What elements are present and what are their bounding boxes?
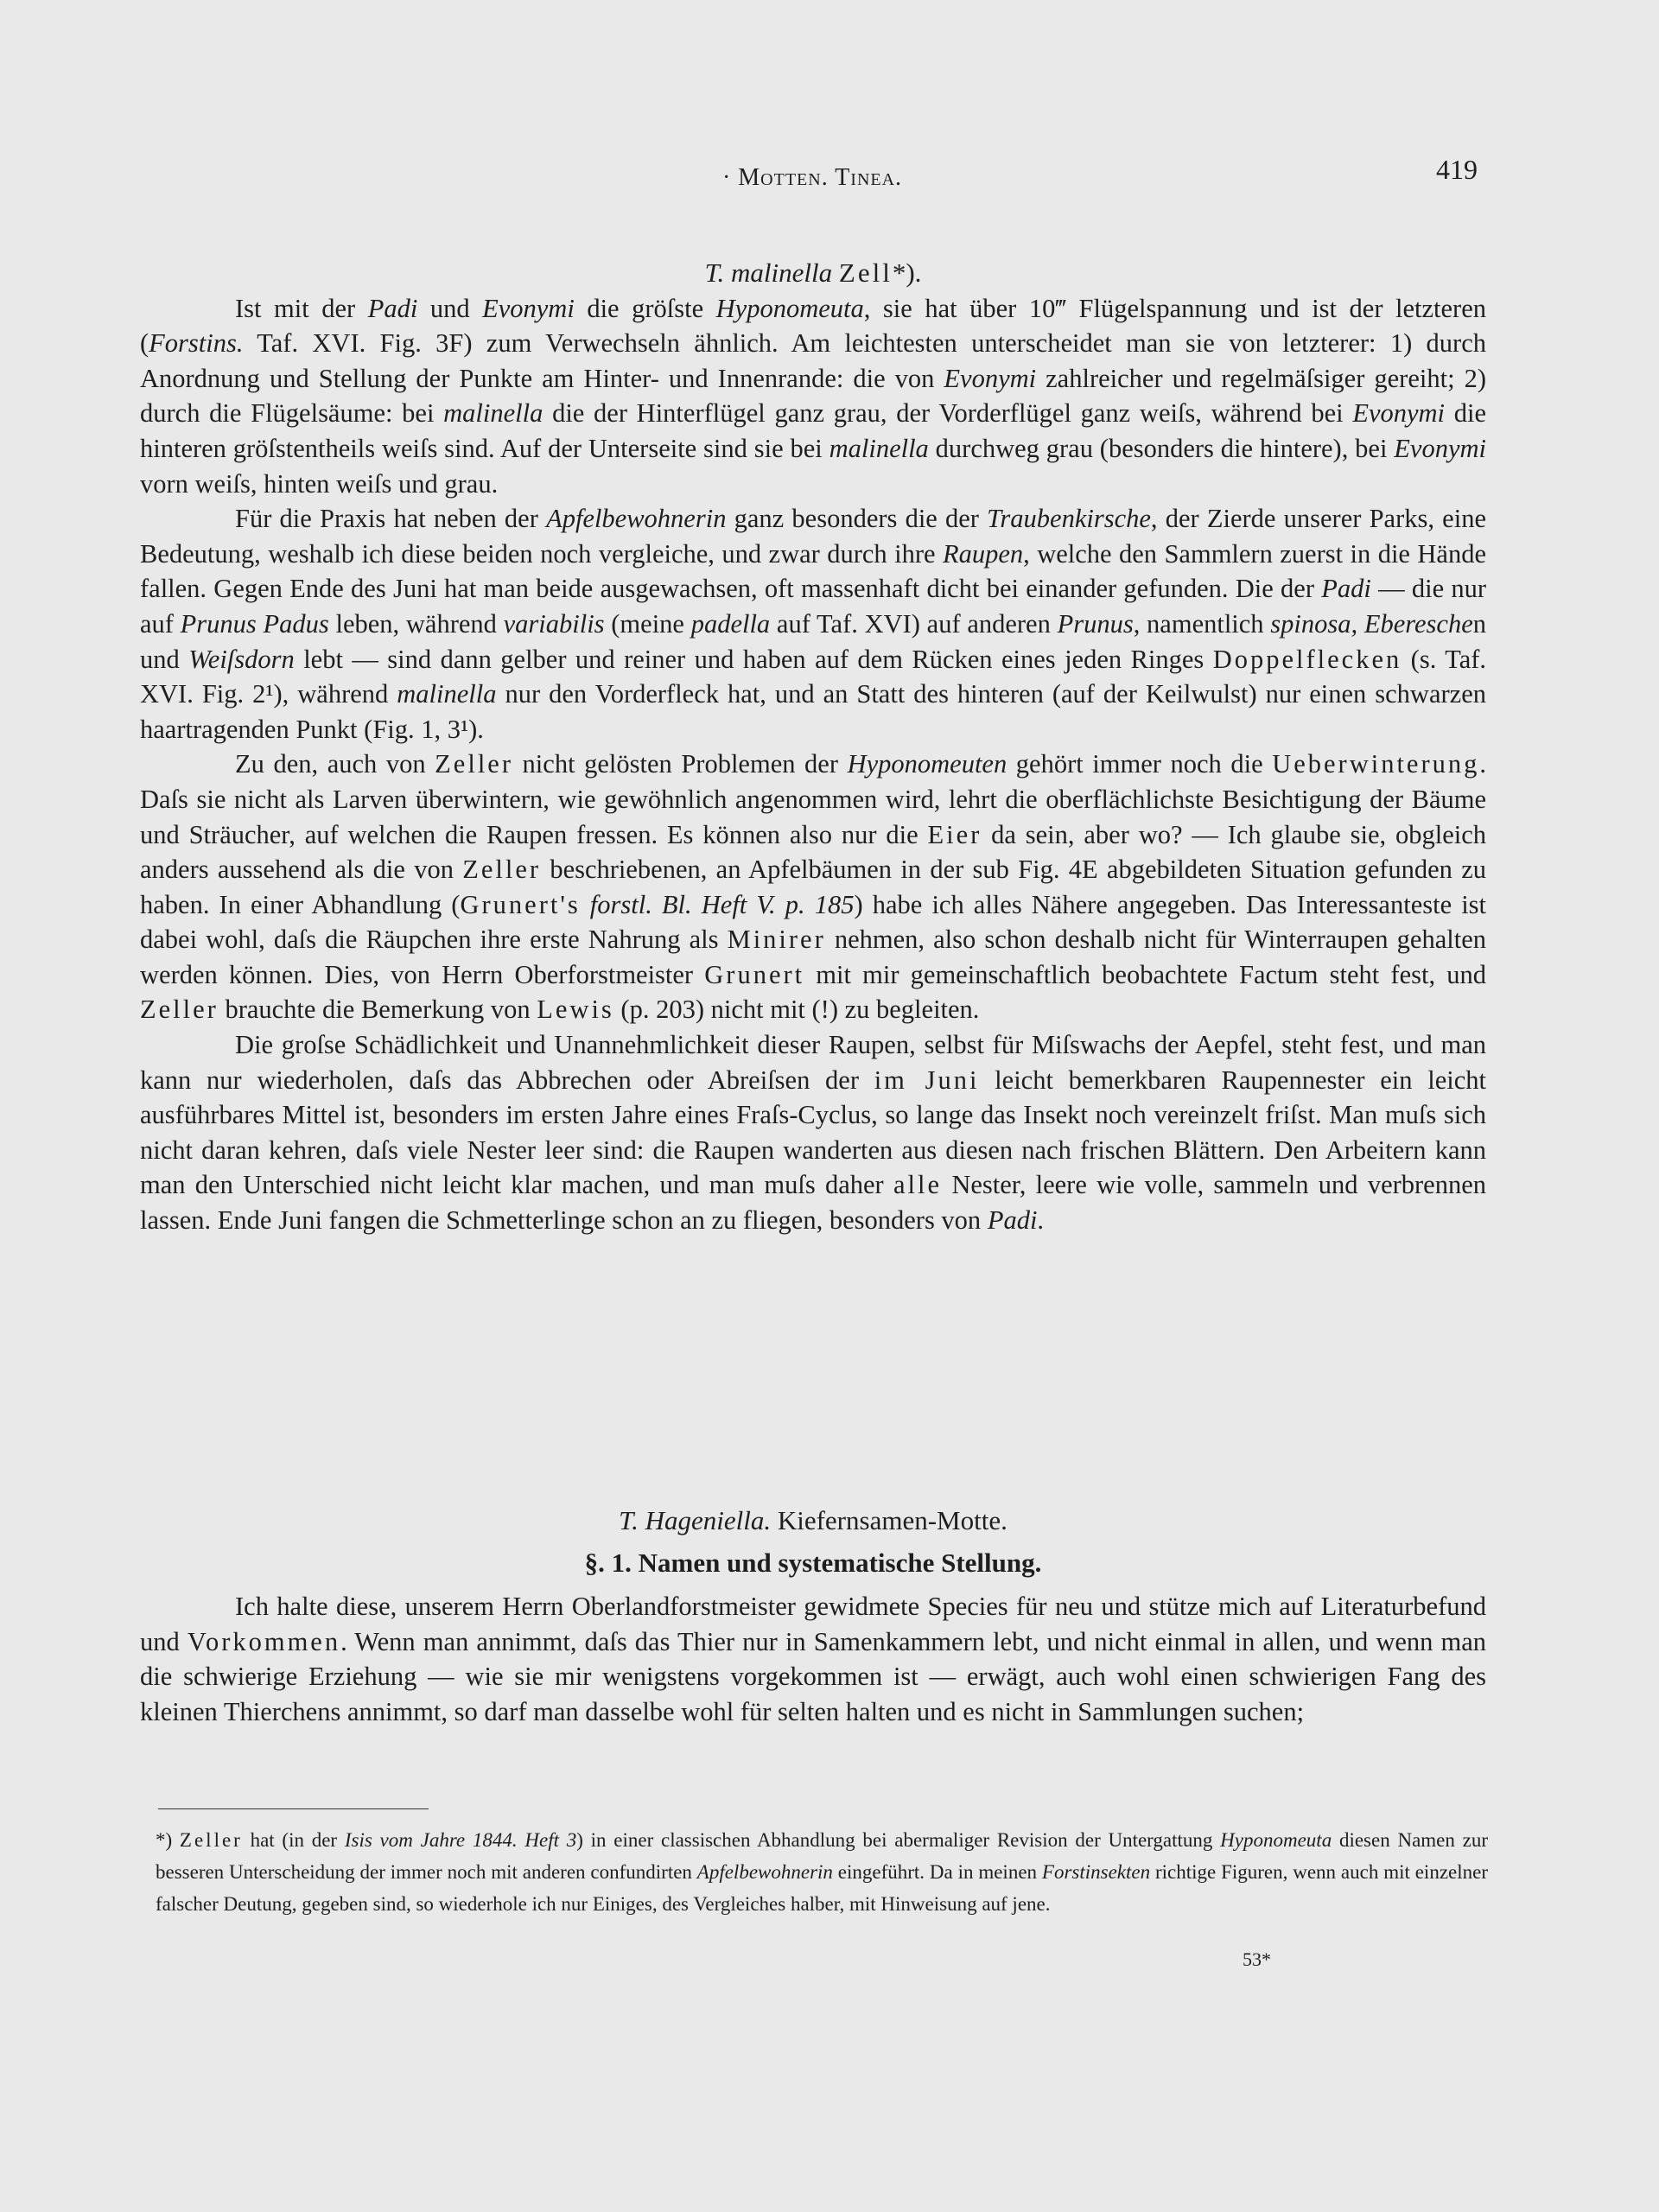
text-run: , sie hat über 10‴ Flügelspannung und ist der letzteren (	[140, 293, 1486, 359]
paragraph	[140, 501, 1486, 747]
italic-text: Isis vom Jahre 1844. Heft 3	[344, 1829, 577, 1851]
text-run: richtige Figuren, wenn auch mit einzelner falscher Deutung, gegeben sind, so wiederhole ich nur Einiges, des Vergleiches halber, mit Hinweisung auf jene.	[156, 1861, 1488, 1915]
text-run: . Daſs sie nicht als Larven überwintern, wie gewöhnlich angenommen wird, lehrt die oberflächlichste Besichtigung der Bäume und Sträucher, auf welchen die Raupen fressen. Es können also nur die	[140, 749, 1486, 849]
spaced-text: alle	[893, 1170, 943, 1200]
spaced-text: Zeller	[140, 995, 219, 1025]
italic-text: Hyponomeuta	[1220, 1829, 1332, 1851]
text-run: ) habe ich alles Nähere angegeben. Das Interessanteste ist dabei wohl, daſs die Räupchen ihre erste Nahrung als	[140, 889, 1487, 955]
italic-text: Raupen	[942, 538, 1024, 569]
text-run: beschriebenen, an Apfelbäumen in der sub Fig. 4E abgebildeten Situation gefunden zu haben. In einer Abhandlung (	[140, 855, 1487, 919]
italic-text: Evonymi	[1394, 433, 1487, 463]
spaced-text: Grunert's	[460, 889, 581, 919]
text-run: mit mir gemeinschaftlich beobachtete Factum steht fest, und	[804, 959, 1486, 989]
text-run: vorn weiſs, hinten weiſs und grau.	[140, 468, 499, 499]
text-run: n und	[140, 608, 1486, 674]
italic-text: Prunus	[1057, 608, 1134, 639]
spaced-text: Ueberwinterung	[1272, 749, 1480, 779]
text-run: nur den Vorderfleck hat, und an Statt des hinteren (auf der Keilwulst) nur einen schwarzen haartragenden Punkt (Fig. 1, 3¹).	[140, 679, 1486, 744]
spaced-text: Vorkommen	[187, 1626, 341, 1656]
text-run: .	[1037, 1205, 1045, 1236]
text-run: ) in einer classischen Abhandlung bei abermaliger Revision der Untergattung	[576, 1829, 1221, 1851]
text-run: die der Hinterflügel ganz grau, der Vorderflügel ganz weiſs, während bei	[543, 398, 1353, 429]
section-title-hageniella	[140, 1503, 1486, 1539]
text-run: nicht gelösten Problemen der	[512, 749, 848, 779]
subheading: §. 1. Namen und systematische Stellung.	[584, 1547, 1042, 1578]
italic-text: Forstinsekten	[1041, 1861, 1151, 1883]
italic-text: forstl. Bl. Heft V. p. 185	[589, 889, 855, 919]
text-run: lebt — sind dann gelber und reiner und haben auf dem Rücken eines jeden Ringes	[294, 644, 1213, 674]
paragraph	[140, 291, 1486, 502]
italic-text: Padi	[367, 293, 418, 323]
italic-text: Padi	[987, 1205, 1038, 1236]
text-run: Taf. XVI. Fig. 3F) zum Verwechseln ähnlich. Am leichtesten unterscheidet man sie von letzterer: 1) durch Anordnung und Stellung der Punkte am Hinter- und Innenrande: die von	[140, 328, 1486, 393]
text-run: da sein, aber wo? — Ich glaube sie, obgleich anders aussehend als die von	[140, 819, 1487, 885]
text-run: die gröſste	[574, 293, 716, 323]
italic-text: malinella	[397, 679, 497, 709]
section-malinella	[140, 256, 1486, 1238]
text-run: brauchte die Bemerkung von	[218, 995, 537, 1025]
text-run: durchweg grau (besonders die hintere), bei	[928, 433, 1395, 463]
text-run: Nester, leere wie volle, sammeln und verbrennen lassen. Ende Juni fangen die Schmetterlinge schon an zu fliegen, besonders von	[140, 1170, 1487, 1236]
italic-text: Forstins.	[149, 328, 244, 359]
italic-text: padella	[690, 608, 771, 639]
text-run: Die groſse Schädlichkeit und Unannehmlichkeit dieser Raupen, selbst für Miſswachs der Aepfel, steht fest, und man kann nur wiederholen, daſs das Abbrechen oder Abreiſsen der	[140, 1030, 1486, 1095]
footnote-divider	[158, 1808, 429, 1809]
text-run: zahlreicher und regelmäſsiger gereiht; 2) durch die Flügelsäume: bei	[140, 363, 1486, 429]
paragraph	[140, 1589, 1486, 1729]
text-run: leben, während	[328, 608, 504, 639]
italic-text: spinosa, Eberesche	[1270, 608, 1473, 639]
text-run: Für die Praxis hat neben der	[235, 504, 547, 534]
running-head: · Motten. Tinea.	[721, 164, 903, 191]
spaced-text: Minirer	[727, 925, 826, 955]
text-run: (p. 203) nicht mit (!) zu begleiten.	[613, 995, 980, 1025]
text-run: , der Zierde unserer Parks, eine Bedeutung, weshalb ich diese beiden noch vergleiche, und zwar durch ihre	[140, 504, 1486, 569]
italic-text: Apfelbewohnerin	[546, 504, 727, 534]
spaced-text: Grunert	[704, 959, 805, 989]
text-run: , welche den Sammlern zuerst in die Hände fallen. Gegen Ende des Juni hat man beide ausgewachsen, oft massenhaft dicht bei einander gefunden. Die der	[140, 538, 1486, 604]
text-run: nehmen, also schon deshalb nicht für Winterraupen gehalten werden können. Dies, von Herrn Oberforstmeister	[140, 925, 1486, 989]
text-run: Zu den, auch von	[235, 749, 435, 779]
text-run: hat (in der	[242, 1829, 345, 1851]
italic-text: Hyponomeuten	[847, 749, 1007, 779]
section-title-author: Zell	[838, 257, 893, 288]
page-number: 419	[1436, 154, 1478, 185]
text-run: Ich halte diese, unserem Herrn Oberlandforstmeister gewidmete Species für neu und stütze mich auf Literaturbefund und	[140, 1592, 1486, 1656]
spaced-text: Lewis	[537, 995, 614, 1025]
section-title-species: T. Hageniella.	[619, 1505, 772, 1535]
text-run: ganz besonders die der	[726, 504, 988, 534]
spaced-text: Zeller	[462, 855, 542, 885]
italic-text: malinella	[829, 433, 929, 463]
section-title-common: Kiefernsamen-Motte.	[777, 1505, 1007, 1535]
spaced-text: im Juni	[874, 1065, 980, 1095]
text-run: auf Taf. XVI) auf anderen	[770, 608, 1058, 639]
text-run: diesen Namen zur besseren Unterscheidung der immer noch mit anderen confundirten	[156, 1829, 1488, 1883]
spaced-text: Zeller	[179, 1829, 243, 1851]
italic-text: Padi	[1321, 574, 1371, 604]
page-header	[138, 154, 1486, 197]
text-run: . Wenn man annimmt, daſs das Thier nur in Samenkammern lebt, und nicht einmal in allen, und wenn man die schwierige Erziehung — wie sie mir wenigstens vorgekommen ist — erwägt, auch wohl einen schwierigen Fang des kleinen Thierchens annimmt, so darf man dasselbe wohl für selten halten und es nicht in Sammlungen suchen;	[140, 1626, 1486, 1726]
section-title-malinella	[140, 256, 1486, 291]
spaced-text: Zeller	[435, 749, 513, 779]
signature-mark: 53*	[1243, 1948, 1271, 1970]
italic-text: Evonymi	[1352, 398, 1446, 429]
text-run: — die nur auf	[140, 574, 1487, 639]
italic-text: Prunus Padus	[180, 608, 329, 639]
text-run: leicht bemerkbaren Raupennester ein leicht ausführbares Mittel ist, besonders im ersten Jahre eines Fraſs-Cyclus, so lange das Insekt noch vereinzelt friſst. Man muſs sich nicht daran kehren, daſs viele Nester leer sind: die Raupen wanderten aus diesen nach frischen Blättern. Den Arbeitern kann man den Unterschied nicht leicht klar machen, und man muſs daher	[140, 1065, 1486, 1200]
spaced-text: Eier	[927, 819, 982, 849]
footnote	[156, 1824, 1488, 1920]
italic-text: Weiſsdorn	[188, 644, 295, 674]
text-run: die hinteren gröſstentheils weiſs sind. Auf der Unterseite sind sie bei	[140, 398, 1486, 463]
italic-text: Hyponomeuta	[715, 293, 864, 323]
section-hageniella	[140, 1503, 1486, 1730]
italic-text: Evonymi	[944, 363, 1037, 393]
footnote-marker: *).	[892, 257, 922, 288]
text-run: und	[417, 293, 483, 323]
text-run: , namentlich	[1133, 608, 1271, 639]
paragraph	[140, 1027, 1486, 1238]
italic-text: Traubenkirsche	[987, 504, 1151, 534]
text-run: eingeführt. Da in meinen	[832, 1861, 1042, 1883]
italic-text: variabilis	[503, 608, 605, 639]
text-run: gehört immer noch die	[1007, 749, 1273, 779]
text-run: (s. Taf. XVI. Fig. 2¹), während	[140, 644, 1487, 709]
paragraph	[140, 747, 1486, 1027]
spaced-text: Doppelflecken	[1212, 644, 1402, 674]
section-title-species: T. malinella	[704, 257, 833, 288]
italic-text: malinella	[443, 398, 543, 429]
italic-text: Apfelbewohnerin	[696, 1861, 833, 1883]
text-run: Ist mit der	[235, 293, 368, 323]
text-run	[581, 890, 590, 919]
italic-text: Evonymi	[482, 293, 575, 323]
text-run: *)	[156, 1829, 180, 1851]
text-run: (meine	[604, 608, 691, 639]
